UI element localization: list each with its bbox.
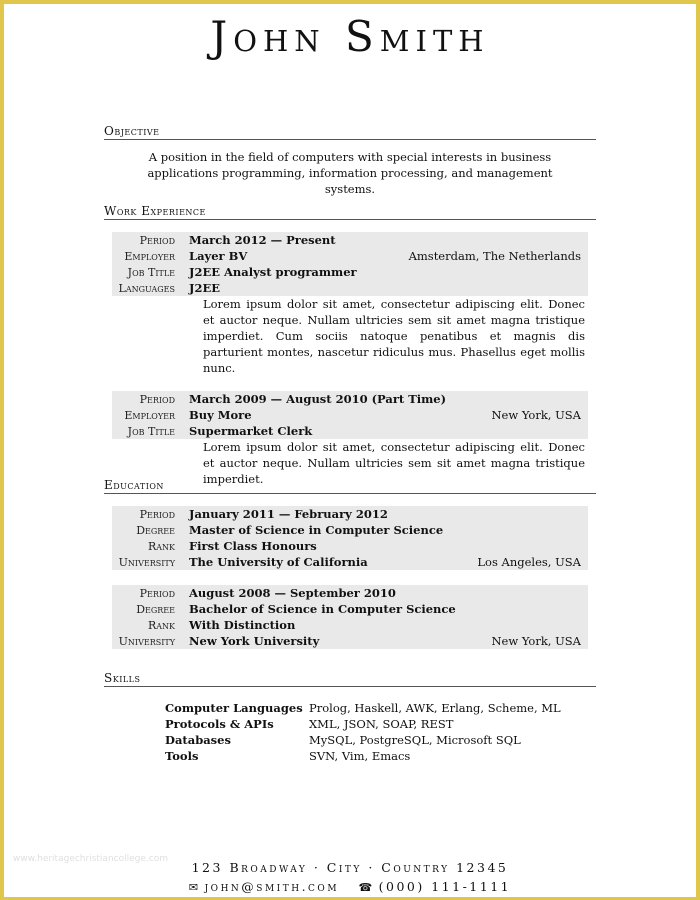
- footer-phone: (000) 111-1111: [378, 879, 512, 894]
- watermark: www.heritagechristiancollege.com: [13, 854, 168, 864]
- edu-period: January 2011 — February 2012: [189, 507, 388, 521]
- edu-rank: First Class Honours: [189, 539, 317, 553]
- job-location: Amsterdam, The Netherlands: [408, 249, 581, 263]
- field-label: Job Title: [127, 265, 175, 279]
- field-label: Period: [139, 392, 175, 406]
- job-period-row: [112, 232, 588, 248]
- skills-section: [104, 671, 596, 764]
- edu-degree-row: [112, 522, 588, 538]
- edu-rank-row: [112, 617, 588, 633]
- job-title: Supermarket Clerk: [189, 424, 313, 438]
- edu-degree-row: [112, 601, 588, 617]
- field-label: Degree: [136, 602, 175, 616]
- edu-degree: Bachelor of Science in Computer Science: [189, 602, 456, 616]
- envelope-icon: ✉: [188, 881, 199, 894]
- job-employer: Buy More: [189, 408, 252, 422]
- job-title-row: [112, 423, 588, 439]
- skill-value: XML, JSON, SOAP, REST: [309, 717, 454, 731]
- field-label: Languages: [118, 281, 175, 295]
- job-entry: [112, 391, 588, 487]
- skill-row: [165, 716, 596, 732]
- edu-university-row: [112, 633, 588, 649]
- edu-university-row: [112, 554, 588, 570]
- edu-period: August 2008 — September 2010: [189, 586, 396, 600]
- field-label: Period: [139, 586, 175, 600]
- job-period: March 2012 — Present: [189, 233, 336, 247]
- skills-list: [165, 700, 596, 764]
- skill-value: MySQL, PostgreSQL, Microsoft SQL: [309, 733, 521, 747]
- job-period-row: [112, 391, 588, 407]
- field-label: Rank: [147, 539, 175, 553]
- field-label: Rank: [147, 618, 175, 632]
- skill-label: Databases: [165, 733, 231, 747]
- education-entry: [112, 506, 588, 570]
- edu-rank: With Distinction: [189, 618, 296, 632]
- skills-heading: Skills: [104, 671, 596, 687]
- skill-label: Tools: [165, 749, 199, 763]
- field-label: Job Title: [127, 424, 175, 438]
- telephone-icon: ☎: [358, 881, 373, 894]
- field-label: Employer: [124, 408, 175, 422]
- edu-period-row: [112, 585, 588, 601]
- field-label: University: [118, 555, 175, 569]
- job-employer: Layer BV: [189, 249, 248, 263]
- objective-heading: Objective: [104, 124, 596, 140]
- footer-email[interactable]: john@smith.com: [204, 879, 340, 894]
- job-period: March 2009 — August 2010 (Part Time): [189, 392, 447, 406]
- field-label: Period: [139, 233, 175, 247]
- job-employer-row: [112, 407, 588, 423]
- job-entry: [112, 232, 588, 376]
- skill-label: Protocols & APIs: [165, 717, 274, 731]
- edu-period-row: [112, 506, 588, 522]
- job-languages: J2EE: [189, 281, 220, 295]
- field-label: Employer: [124, 249, 175, 263]
- job-description: Lorem ipsum dolor sit amet, consectetur adipiscing elit. Donec et auctor neque. Nullam ultricies sem sit amet magna tristique imperdiet. Cum sociis natoque penatibus et magnis dis parturient montes, nascetur ridiculus mus. Phasellus eget mollis nunc.: [203, 297, 585, 375]
- field-label: University: [118, 634, 175, 648]
- job-title-row: [112, 264, 588, 280]
- edu-university: The University of California: [189, 555, 368, 569]
- skill-value: SVN, Vim, Emacs: [309, 749, 411, 763]
- objective-text: A position in the field of computers with special interests in business applications programming, information processing, and management systems.: [147, 150, 553, 196]
- job-description: Lorem ipsum dolor sit amet, consectetur adipiscing elit. Donec et auctor neque. Nullam ultricies sem sit amet magna tristique imperdiet.: [203, 440, 585, 486]
- work-experience-heading: Work Experience: [104, 204, 596, 220]
- education-section: [104, 478, 596, 649]
- resume-name: John Smith: [210, 12, 490, 61]
- skill-row: [165, 748, 596, 764]
- job-title: J2EE Analyst programmer: [189, 265, 357, 279]
- skill-row: [165, 732, 596, 748]
- edu-location: Los Angeles, USA: [477, 555, 581, 569]
- skill-value: Prolog, Haskell, AWK, Erlang, Scheme, ML: [309, 701, 561, 715]
- education-heading: Education: [104, 478, 596, 494]
- edu-university: New York University: [189, 634, 320, 648]
- footer-address: 123 Broadway · City · Country 12345: [191, 860, 509, 875]
- job-employer-row: [112, 248, 588, 264]
- field-label: Degree: [136, 523, 175, 537]
- objective-section: [104, 124, 596, 197]
- edu-rank-row: [112, 538, 588, 554]
- job-location: New York, USA: [491, 408, 581, 422]
- education-entry: [112, 585, 588, 649]
- footer-contact: [4, 879, 696, 894]
- work-experience-section: [104, 204, 596, 487]
- edu-degree: Master of Science in Computer Science: [189, 523, 444, 537]
- edu-location: New York, USA: [491, 634, 581, 648]
- skill-row: [165, 700, 596, 716]
- field-label: Period: [139, 507, 175, 521]
- skill-label: Computer Languages: [165, 701, 303, 715]
- job-languages-row: [112, 280, 588, 296]
